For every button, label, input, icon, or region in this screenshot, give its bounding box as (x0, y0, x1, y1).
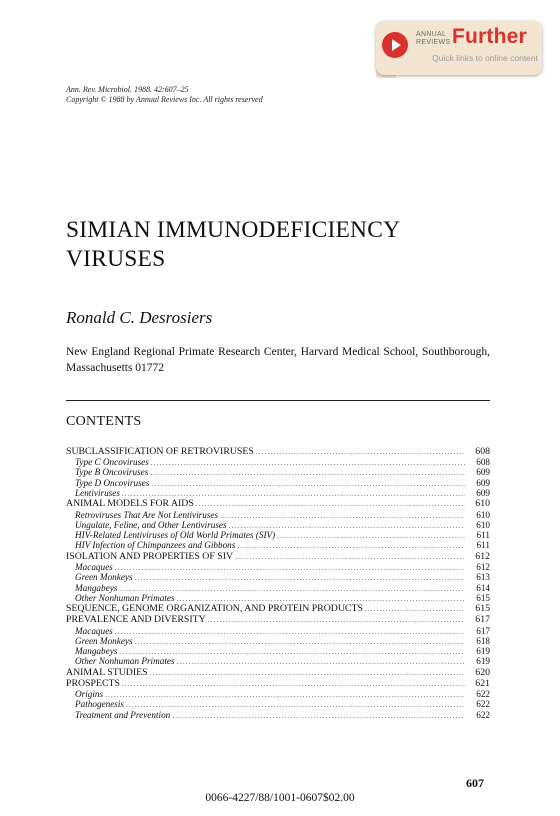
toc-leader-dots (277, 531, 465, 541)
toc-leader-dots (220, 511, 465, 521)
toc-subsection-entry[interactable] (66, 656, 490, 666)
toc-leader-dots (365, 604, 465, 615)
article-title: SIMIAN IMMUNODEFICIENCY VIRUSES (66, 217, 400, 272)
contents-heading: CONTENTS (66, 414, 142, 429)
toc-entry-page: 615 (475, 603, 490, 615)
toc-entry-page: 613 (476, 572, 490, 583)
toc-subsection-entry[interactable] (66, 646, 490, 656)
toc-subsection-entry[interactable] (66, 562, 490, 572)
toc-section-entry[interactable] (66, 603, 490, 614)
toc-entry-title: SEQUENCE, GENOME ORGANIZATION, AND PROTEIN PRODUCTS (66, 603, 363, 615)
toc-subsection-entry[interactable] (66, 520, 490, 530)
toc-entry-page: 608 (475, 446, 490, 457)
toc-entry-title: ISOLATION AND PROPERTIES OF SIV (66, 550, 234, 562)
toc-section-entry[interactable] (66, 667, 490, 678)
toc-leader-dots (135, 637, 465, 647)
journal-citation (66, 85, 263, 105)
toc-entry-page: 620 (475, 666, 490, 678)
toc-entry-page: 612 (476, 561, 490, 572)
toc-subsection-entry[interactable] (66, 457, 490, 467)
toc-section-entry[interactable] (66, 498, 490, 509)
further-label: Further (452, 25, 527, 48)
toc-entry-page: 610 (476, 519, 490, 530)
toc-entry-page: 619 (476, 646, 490, 657)
footer-price-code: 0066-4227/88/1001-0607$02.00 (205, 792, 355, 804)
toc-entry-title: Mangabeys (75, 646, 118, 657)
toc-subsection-entry[interactable] (66, 583, 490, 593)
toc-entry-page: 612 (475, 550, 490, 562)
toc-entry-title: Pathogenesis (75, 699, 124, 710)
toc-subsection-entry[interactable] (66, 467, 490, 477)
toc-leader-dots (196, 499, 465, 510)
toc-leader-dots (235, 552, 465, 563)
author-name: Ronald C. Desrosiers (66, 308, 213, 327)
toc-leader-dots (122, 679, 465, 690)
toc-entry-title: Other Nonhuman Primates (75, 592, 175, 603)
toc-subsection-entry[interactable] (66, 478, 490, 488)
toc-entry-page: 617 (475, 614, 490, 626)
toc-subsection-entry[interactable] (66, 530, 490, 540)
toc-entry-title: PREVALENCE AND DIVERSITY (66, 614, 206, 626)
toc-section-entry[interactable] (66, 446, 490, 457)
quick-links-label[interactable]: Quick links to online content (432, 53, 538, 63)
toc-entry-page: 609 (476, 467, 490, 478)
toc-entry-title: Treatment and Prevention (75, 709, 171, 720)
toc-leader-dots (115, 563, 465, 573)
toc-entry-page: 621 (475, 677, 490, 689)
toc-leader-dots (135, 573, 465, 583)
toc-entry-title: Type D Oncoviruses (75, 477, 150, 488)
toc-leader-dots (177, 657, 465, 667)
toc-subsection-entry[interactable] (66, 626, 490, 636)
toc-entry-title: Lentiviruses (75, 488, 120, 499)
toc-entry-title: Macaques (75, 561, 113, 572)
toc-subsection-entry[interactable] (66, 540, 490, 550)
divider-rule (66, 400, 490, 401)
toc-entry-page: 622 (476, 699, 490, 710)
toc-entry-page: 619 (476, 656, 490, 667)
annual-reviews-logo: ANNUAL REVIEWS (416, 31, 451, 46)
toc-entry-title: ANIMAL MODELS FOR AIDS (66, 498, 194, 510)
toc-entry-title: HIV Infection of Chimpanzees and Gibbons (75, 540, 236, 551)
arrow-icon (382, 32, 408, 58)
toc-entry-title: Other Nonhuman Primates (75, 656, 175, 667)
toc-subsection-entry[interactable] (66, 488, 490, 498)
toc-entry-page: 622 (476, 709, 490, 720)
citation-line-1: Ann. Rev. Microbiol. 1988. 42:607–25 (66, 85, 189, 94)
toc-entry-title: Green Monkeys (75, 572, 133, 583)
page-number: 607 (466, 776, 484, 790)
toc-leader-dots (172, 711, 465, 721)
copyright-line: Copyright © 1988 by Annual Reviews Inc. All rights reserved (66, 95, 263, 104)
toc-entry-page: 615 (476, 592, 490, 603)
toc-entry-page: 617 (476, 625, 490, 636)
toc-entry-title: PROSPECTS (66, 677, 120, 689)
toc-leader-dots (150, 468, 465, 478)
toc-entry-title: Green Monkeys (75, 635, 133, 646)
toc-subsection-entry[interactable] (66, 699, 490, 709)
toc-leader-dots (126, 700, 465, 710)
toc-entry-page: 608 (476, 457, 490, 468)
toc-subsection-entry[interactable] (66, 636, 490, 646)
toc-entry-title: SUBCLASSIFICATION OF RETROVIRUSES (66, 446, 254, 457)
toc-entry-title: Ungulate, Feline, and Other Lentiviruses (75, 519, 227, 530)
toc-entry-title: Type C Oncoviruses (75, 457, 149, 468)
toc-leader-dots (256, 447, 465, 458)
toc-subsection-entry[interactable] (66, 572, 490, 582)
toc-entry-page: 610 (475, 498, 490, 510)
toc-entry-title: HIV-Related Lentiviruses of Old World Primates (SIV) (75, 530, 276, 541)
toc-subsection-entry[interactable] (66, 689, 490, 699)
toc-leader-dots (150, 668, 465, 679)
toc-subsection-entry[interactable] (66, 593, 490, 603)
toc-entry-title: Mangabeys (75, 582, 118, 593)
toc-section-entry[interactable] (66, 551, 490, 562)
toc-entry-page: 609 (476, 477, 490, 488)
toc-entry-page: 614 (476, 582, 490, 593)
toc-entry-title: ANIMAL STUDIES (66, 666, 148, 678)
toc-entry-page: 618 (476, 635, 490, 646)
toc-entry-page: 609 (476, 488, 490, 499)
table-of-contents (66, 446, 490, 720)
author-affiliation: New England Regional Primate Research Center, Harvard Medical School, Southborough, Massachusetts 01772 (66, 346, 490, 374)
toc-entry-page: 611 (476, 530, 490, 541)
toc-entry-page: 610 (476, 509, 490, 520)
toc-entry-title: Origins (75, 689, 104, 700)
toc-subsection-entry[interactable] (66, 510, 490, 520)
toc-entry-page: 611 (476, 540, 490, 551)
toc-section-entry[interactable] (66, 614, 490, 625)
toc-entry-title: Macaques (75, 625, 113, 636)
toc-leader-dots (237, 541, 465, 551)
toc-subsection-entry[interactable] (66, 710, 490, 720)
toc-entry-title: Retroviruses That Are Not Lentiviruses (75, 509, 219, 520)
toc-leader-dots (115, 627, 465, 637)
toc-leader-dots (151, 479, 465, 489)
toc-section-entry[interactable] (66, 678, 490, 689)
toc-leader-dots (105, 690, 465, 700)
toc-leader-dots (151, 458, 465, 468)
annual-reviews-further-badge[interactable] (376, 21, 542, 75)
toc-leader-dots (208, 615, 465, 626)
toc-entry-page: 622 (476, 689, 490, 700)
toc-entry-title: Type B Oncoviruses (75, 467, 149, 478)
